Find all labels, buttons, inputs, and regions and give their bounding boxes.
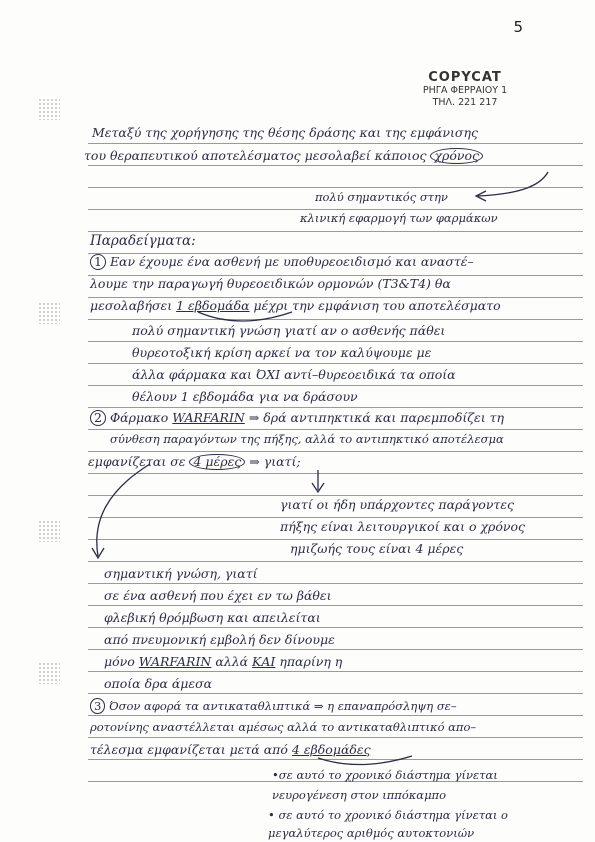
ruled-line [88,627,583,628]
ruled-line [88,473,583,474]
note-line: θέλουν 1 εβδομάδα για να δράσουν [132,389,358,404]
ruled-line [88,363,583,364]
bullet-line: • σε αυτό το χρονικό διάστημα γίνεται ο [268,808,508,822]
example-number: 3 [90,698,105,714]
scan-noise [38,302,60,324]
note-line: σημαντική γνώση, γιατί [104,566,258,581]
note-line: 3 Όσον αφορά τα αντικαταθλιπτικά ⇒ η επαναπρόσληψη σε– [90,698,457,714]
ruled-line [88,671,583,672]
scan-noise [38,98,60,120]
note-line: 2 Φάρμακο WARFARIN ⇒ δρά αντιπηκτικά και παρεμποδίζει τη [90,410,504,426]
note-line: πολύ σημαντική γνώση γιατί αν ο ασθενής πάθει [132,323,446,338]
note-line: άλλα φάρμακα και ΌΧΙ αντί–θυρεοειδικά τα οποία [132,367,456,382]
ruled-line [88,737,583,738]
note-line: γιατί οι ήδη υπάρχοντες παράγοντες [280,497,515,512]
arrow-head-icon [92,548,104,558]
ruled-line [88,517,583,518]
ruled-line [88,539,583,540]
curved-arrow-icon [97,464,150,556]
ruled-line [88,429,583,430]
bullet-line: μεγαλύτερος αριθμός αυτοκτονιών [268,826,475,840]
ruled-line [88,495,583,496]
note-line: ημιζωής τους είναι 4 μέρες [290,541,464,556]
underlined-phrase: 4 εβδομάδες [291,742,371,757]
note-line: από πνευμονική εμβολή δεν δίνουμε [104,632,335,647]
note-line: του θεραπευτικού αποτελέσματος μεσολαβεί κάποιος χρόνος [84,148,483,164]
ruled-line [88,693,583,694]
ruled-line [88,759,583,760]
ruled-line [88,407,583,408]
note-line: 1 Εαν έχουμε ένα ασθενή με υποθυρεοειδισμό και αναστέ– [90,254,474,270]
stamp-name: COPYCAT [428,70,502,85]
note-line: σε ένα ασθενή που έχει εν τω βάθει [104,588,332,603]
note-line: σύνθεση παραγόντων της πήξης, αλλά το αντιπηκτικό αποτέλεσμα [110,432,504,446]
arrow-head-icon [312,483,324,492]
scan-noise [38,662,60,684]
bullet-line: νευρογένεση στον ιππόκαμπο [272,788,447,802]
note-line: ροτονίνης αναστέλλεται αμέσως αλλά το αντικαταθλιπτικό απο– [90,720,477,734]
arrow-head-icon [476,191,486,201]
stamp-street: ΡΗΓΑ ΦΕΡΡΑΙΟΥ 1 [422,85,508,96]
ruled-line [88,209,583,210]
scan-noise [38,520,60,542]
ruled-line [88,231,583,232]
note-line: μόνο WARFARIN αλλά ΚΑΙ ηπαρίνη η [104,654,343,669]
ruled-line [88,583,583,584]
note-line: θυρεοτοξική κρίση αρκεί να τον καλύψουμε με [132,345,432,360]
ruled-line [88,187,583,188]
note-line: λουμε την παραγωγή θυρεοειδικών ορμονών (Τ3&Τ4) θα [90,276,451,291]
ruled-line [88,319,583,320]
ruled-line [88,341,583,342]
arrow-icon [478,172,548,196]
underline-bracket-icon [318,756,412,765]
ruled-line [88,143,583,144]
note-line: τέλεσμα εμφανίζεται μετά από 4 εβδομάδες [90,742,371,757]
note-line: οποία δρα άμεσα [104,676,213,691]
ruled-line [88,605,583,606]
example-number: 2 [90,410,106,426]
ruled-line [88,561,583,562]
note-line: μεσολαβήσει 1 εβδομάδα μέχρι την εμφάνιση του αποτελέσματο [90,298,501,313]
ruled-line [88,385,583,386]
ruled-line [88,165,583,166]
circled-phrase: 4 μέρες [189,454,245,470]
stamp-phone: ΤΗΛ. 221 217 [432,97,498,108]
note-line: εμφανίζεται σε 4 μέρες ⇒ γιατί; [88,454,301,469]
ruled-line [88,649,583,650]
ruled-line [88,451,583,452]
ruled-line [88,715,583,716]
example-number: 1 [90,254,106,270]
circled-word: χρόνος [430,148,483,164]
note-line: φλεβική θρόμβωση και απειλείται [104,610,321,625]
note-line: Μεταξύ της χορήγησης της θέσης δράσης και της εμφάνισης [92,125,478,140]
note-line: πήξης είναι λειτουργικοί και ο χρόνος [280,519,526,534]
copyshop-stamp [410,70,520,109]
section-heading: Παραδείγματα: [90,233,196,249]
note-line: κλινική εφαρμογή των φαρμάκων [300,211,498,225]
bullet-line: •σε αυτό το χρονικό διάστημα γίνεται [272,768,498,782]
note-line: πολύ σημαντικός στην [315,190,448,204]
page-number: 5 [513,18,523,36]
underlined-phrase: 1 εβδομάδα [176,298,250,313]
